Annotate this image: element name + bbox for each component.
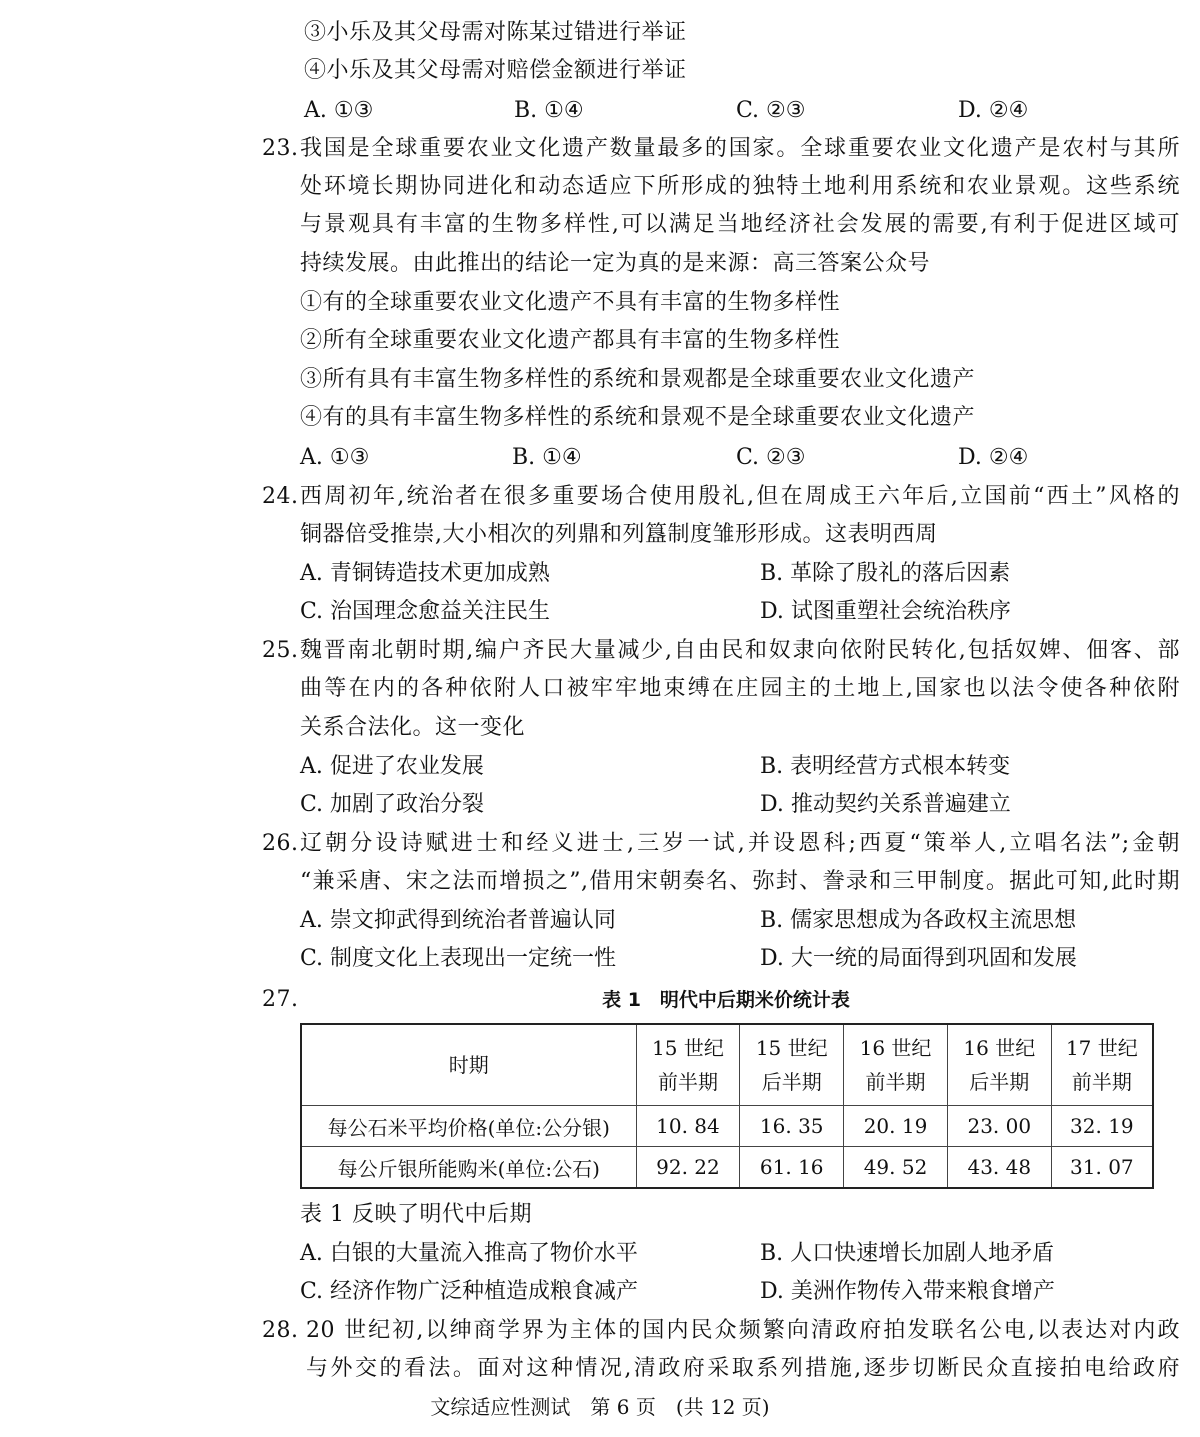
table-cell: 61. 16: [740, 1147, 844, 1189]
q25-stem-line: 魏晋南北朝时期,编户齐民大量减少,自由民和奴隶向依附民转化,包括奴婢、佃客、部: [300, 638, 1180, 663]
q25-option-d: D. 推动契约关系普遍建立: [760, 792, 1011, 817]
q23-option-a: A. ①③: [300, 445, 370, 470]
q26-number: 26.: [262, 831, 299, 856]
table-column-header: 15 世纪 后半期: [740, 1024, 844, 1106]
table-cell: 31. 07: [1051, 1147, 1153, 1189]
table-cell: 23. 00: [947, 1106, 1051, 1147]
q27-option-d: D. 美洲作物传入带来粮食增产: [760, 1279, 1055, 1304]
table-cell: 16. 35: [740, 1106, 844, 1147]
table-column-header: 16 世纪 后半期: [947, 1024, 1051, 1106]
q23-item-4: ④有的具有丰富生物多样性的系统和景观不是全球重要农业文化遗产: [300, 405, 976, 430]
table-cell: 32. 19: [1051, 1106, 1153, 1147]
q26-option-c: C. 制度文化上表现出一定统一性: [300, 946, 617, 971]
q23-option-c: C. ②③: [736, 445, 806, 470]
q24-stem-line: 西周初年,统治者在很多重要场合使用殷礼,但在周成王六年后,立国前“西土”风格的: [300, 484, 1180, 509]
q22-option-b: B. ①④: [514, 98, 584, 123]
q22-option-c: C. ②③: [736, 98, 806, 123]
q28-stem-line: 20 世纪初,以绅商学界为主体的国内民众频繁向清政府拍发联名公电,以表达对内政: [306, 1318, 1180, 1343]
q22-option-d: D. ②④: [958, 98, 1029, 123]
q28-number: 28.: [262, 1318, 299, 1343]
q24-option-b: B. 革除了殷礼的落后因素: [760, 561, 1011, 586]
rice-price-table: [300, 1023, 1154, 1189]
q26-option-a: A. 崇文抑武得到统治者普遍认同: [300, 908, 616, 933]
q24-option-d: D. 试图重塑社会统治秩序: [760, 599, 1011, 624]
q26-option-b: B. 儒家思想成为各政权主流思想: [760, 908, 1077, 933]
q23-stem-line: 持续发展。由此推出的结论一定为真的是来源：高三答案公众号: [300, 251, 931, 276]
table-column-header: 17 世纪 前半期: [1051, 1024, 1153, 1106]
q24-number: 24.: [262, 484, 299, 509]
page-footer: 文综适应性测试 第 6 页 (共 12 页): [430, 1395, 770, 1419]
table-cell: 20. 19: [844, 1106, 948, 1147]
table-caption: 表 1 明代中后期米价统计表: [602, 989, 850, 1011]
q27-option-c: C. 经济作物广泛种植造成粮食减产: [300, 1279, 639, 1304]
table-column-header: 15 世纪 前半期: [636, 1024, 740, 1106]
q27-stem: 表 1 反映了明代中后期: [300, 1202, 532, 1227]
q27-option-b: B. 人口快速增长加剧人地矛盾: [760, 1241, 1055, 1266]
q25-option-b: B. 表明经营方式根本转变: [760, 754, 1011, 779]
q25-stem-line: 曲等在内的各种依附人口被牢牢地束缚在庄园主的土地上,国家也以法令使各种依附: [300, 676, 1180, 701]
q27-option-a: A. 白银的大量流入推高了物价水平: [300, 1241, 638, 1266]
table-row-label: 每公石米平均价格(单位:公分银): [301, 1106, 636, 1147]
q23-item-3: ③所有具有丰富生物多样性的系统和景观都是全球重要农业文化遗产: [300, 367, 976, 392]
q27-number: 27.: [262, 987, 299, 1012]
q23-option-b: B. ①④: [512, 445, 582, 470]
q28-stem-line: 与外交的看法。面对这种情况,清政府采取系列措施,逐步切断民众直接拍电给政府: [306, 1356, 1180, 1381]
table-row-label: 每公斤银所能购米(单位:公石): [301, 1147, 636, 1189]
q24-option-a: A. 青铜铸造技术更加成熟: [300, 561, 550, 586]
q23-stem-line: 处环境长期协同进化和动态适应下所形成的独特土地利用系统和农业景观。这些系统: [300, 174, 1180, 199]
q26-stem-line: 辽朝分设诗赋进士和经义进士,三岁一试,并设恩科;西夏“策举人,立唱名法”;金朝: [300, 831, 1180, 856]
q23-stem-line: 与景观具有丰富的生物多样性,可以满足当地经济社会发展的需要,有利于促进区域可: [300, 212, 1180, 237]
q22-item-3: ③小乐及其父母需对陈某过错进行举证: [304, 20, 687, 45]
table-row: [301, 1147, 1153, 1189]
q25-stem-line: 关系合法化。这一变化: [300, 715, 526, 740]
q23-item-2: ②所有全球重要农业文化遗产都具有丰富的生物多样性: [300, 328, 841, 353]
q24-stem-line: 铜器倍受推崇,大小相次的列鼎和列簋制度雏形形成。这表明西周: [300, 522, 938, 547]
q26-option-d: D. 大一统的局面得到巩固和发展: [760, 946, 1077, 971]
q25-option-c: C. 加剧了政治分裂: [300, 792, 485, 817]
q23-number: 23.: [262, 136, 299, 161]
table-cell: 10. 84: [636, 1106, 740, 1147]
table-cell: 49. 52: [844, 1147, 948, 1189]
table-cell: 43. 48: [947, 1147, 1051, 1189]
table-header-row: [301, 1024, 1153, 1106]
q25-number: 25.: [262, 638, 299, 663]
q23-item-1: ①有的全球重要农业文化遗产不具有丰富的生物多样性: [300, 290, 841, 315]
table-cell: 92. 22: [636, 1147, 740, 1189]
table-row: [301, 1106, 1153, 1147]
q22-item-4: ④小乐及其父母需对赔偿金额进行举证: [304, 58, 687, 83]
table-column-header: 16 世纪 前半期: [844, 1024, 948, 1106]
q23-option-d: D. ②④: [958, 445, 1029, 470]
q23-stem-line: 我国是全球重要农业文化遗产数量最多的国家。全球重要农业文化遗产是农村与其所: [300, 136, 1180, 161]
table-header-label: 时期: [301, 1024, 636, 1106]
q26-stem-line: “兼采唐、宋之法而增损之”,借用宋朝奏名、弥封、誊录和三甲制度。据此可知,此时期: [300, 869, 1180, 894]
q22-option-a: A. ①③: [304, 98, 374, 123]
q24-option-c: C. 治国理念愈益关注民生: [300, 599, 551, 624]
q25-option-a: A. 促进了农业发展: [300, 754, 484, 779]
